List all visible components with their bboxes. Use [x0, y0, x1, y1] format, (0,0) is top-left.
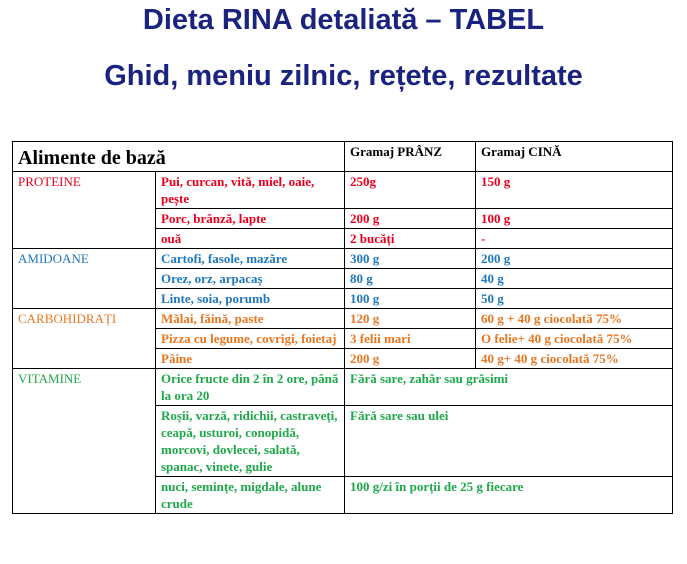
pranz-cell: 100 g — [345, 289, 476, 309]
food-cell: Mălai, făină, paste — [156, 309, 345, 329]
food-cell: Porc, brânză, lapte — [156, 209, 345, 229]
table-row — [13, 249, 673, 269]
food-cell: ouă — [156, 229, 345, 249]
cina-cell: - — [476, 229, 673, 249]
pranz-cell: 80 g — [345, 269, 476, 289]
note-cell: Fără sare, zahăr sau grăsimi — [345, 369, 673, 406]
pranz-cell: 250g — [345, 172, 476, 209]
note-cell: 100 g/zi în porții de 25 g fiecare — [345, 477, 673, 514]
table-row — [13, 172, 673, 209]
food-cell: Orez, orz, arpacaș — [156, 269, 345, 289]
food-cell: nuci, semințe, migdale, alune crude — [156, 477, 345, 514]
diet-table — [12, 141, 673, 514]
table-row — [13, 369, 673, 406]
food-cell: Pizza cu legume, covrigi, foietaj — [156, 329, 345, 349]
cina-cell: 100 g — [476, 209, 673, 229]
page-title: Dieta RINA detaliată – TABEL — [142, 4, 545, 36]
page-subtitle: Ghid, meniu zilnic, rețete, rezultate — [104, 60, 583, 92]
pranz-cell: 300 g — [345, 249, 476, 269]
cina-cell: O felie+ 40 g ciocolată 75% — [476, 329, 673, 349]
cina-cell: 40 g+ 40 g ciocolată 75% — [476, 349, 673, 369]
note-cell: Fără sare sau ulei — [345, 406, 673, 477]
header-pranz: Gramaj PRÂNZ — [345, 142, 476, 172]
food-cell: Linte, soia, porumb — [156, 289, 345, 309]
category-vitamine: VITAMINE — [13, 369, 156, 514]
pranz-cell: 200 g — [345, 349, 476, 369]
cina-cell: 50 g — [476, 289, 673, 309]
table-row — [13, 309, 673, 329]
food-cell: Roșii, varză, ridichii, castraveți, ceapă, usturoi, conopidă, morcovi, dovlecei, salată, spanac, vinete, gulie — [156, 406, 345, 477]
cina-cell: 150 g — [476, 172, 673, 209]
pranz-cell: 200 g — [345, 209, 476, 229]
food-cell: Pui, curcan, vită, miel, oaie, pește — [156, 172, 345, 209]
category-carbohidrati: CARBOHIDRAȚI — [13, 309, 156, 369]
table-header-row — [13, 142, 673, 172]
pranz-cell: 3 felii mari — [345, 329, 476, 349]
category-proteine: PROTEINE — [13, 172, 156, 249]
pranz-cell: 2 bucăți — [345, 229, 476, 249]
food-cell: Cartofi, fasole, mazăre — [156, 249, 345, 269]
food-cell: Orice fructe din 2 în 2 ore, până la ora 20 — [156, 369, 345, 406]
cina-cell: 60 g + 40 g ciocolată 75% — [476, 309, 673, 329]
header-alimente: Alimente de bază — [13, 142, 345, 172]
header-cina: Gramaj CINĂ — [476, 142, 673, 172]
category-amidoane: AMIDOANE — [13, 249, 156, 309]
pranz-cell: 120 g — [345, 309, 476, 329]
food-cell: Pâine — [156, 349, 345, 369]
cina-cell: 40 g — [476, 269, 673, 289]
cina-cell: 200 g — [476, 249, 673, 269]
